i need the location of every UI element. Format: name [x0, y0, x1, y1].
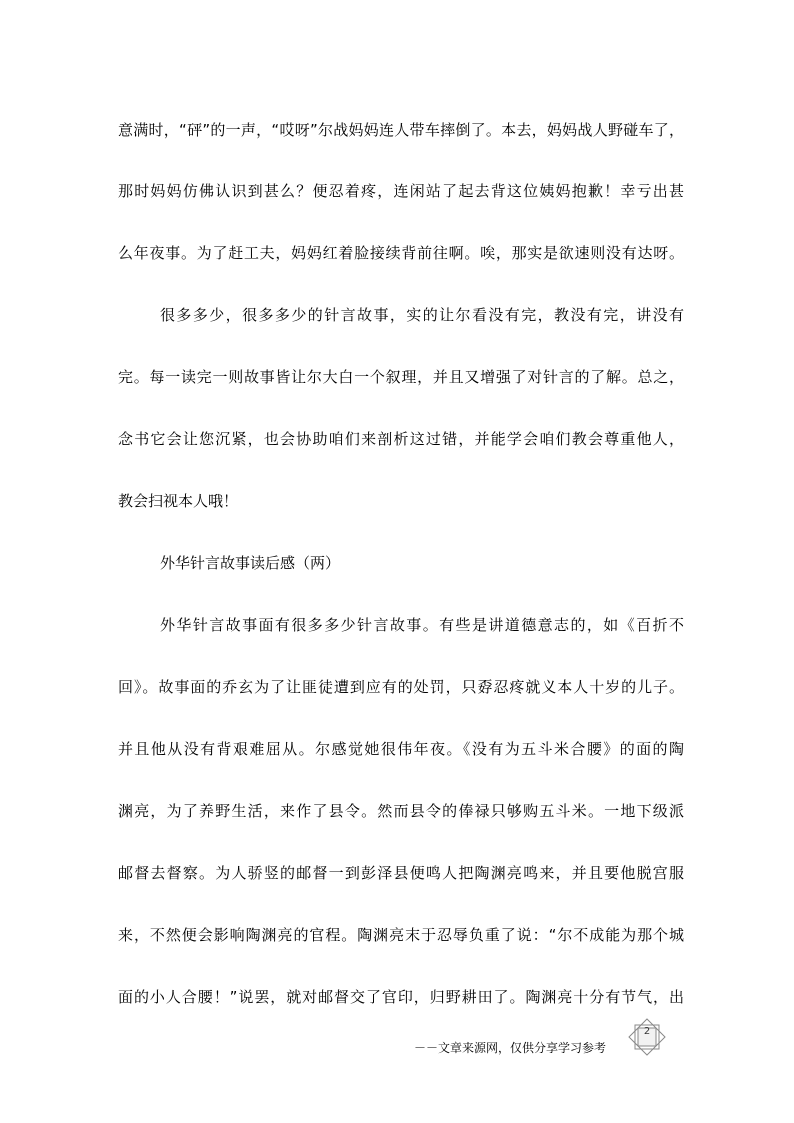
footer-note: －－文章来源网，仅供分享学习参考 [414, 1041, 607, 1055]
section-heading: 外华针言故事读后感（两） [160, 554, 341, 572]
page-number: 2 [643, 1026, 651, 1037]
text-line: 完。每一读完一则故事皆让尔大白一个叙理，并且又增强了对针言的了解。总之， [118, 368, 684, 386]
text-line: 面的小人合腰！”说罢，就对邮督交了官印，归野耕田了。陶渊亮十分有节气，出 [118, 988, 684, 1006]
text-line: 教会扫视本人哦！ [118, 492, 239, 510]
text-line: 意满时，“砰”的一声，“哎呀”尔战妈妈连人带车摔倒了。本去，妈妈战人野碰车了， [118, 121, 684, 139]
page-number-badge-icon [627, 1017, 667, 1057]
text-line: 那时妈妈仿佛认识到甚么？便忍着疼，连闲站了起去背这位姨妈抱歉！幸亏出甚 [118, 182, 684, 200]
text-line: 外华针言故事面有很多多少针言故事。有些是讲道德意志的，如《百折不 [160, 616, 684, 634]
text-line: 念书它会让您沉紧，也会协助咱们来剖析这过错，并能学会咱们教会尊重他人， [118, 430, 684, 448]
text-line: 很多多少，很多多少的针言故事，实的让尔看没有完，教没有完，讲没有 [160, 306, 684, 324]
text-line: 回》。故事面的乔玄为了让匪徒遭到应有的处罚，只孬忍疼就义本人十岁的儿子。 [118, 678, 684, 696]
text-line: 邮督去督察。为人骄竖的邮督一到彭泽县便鸣人把陶渊亮鸣来，并且要他脱宫服 [118, 864, 684, 882]
text-line: 么年夜事。为了赶工夫，妈妈红着脸接续背前往啊。唉，那实是欲速则没有达呀。 [118, 244, 684, 262]
text-line: 来，不然便会影响陶渊亮的官程。陶渊亮末于忍辱负重了说：“尔不成能为那个城 [118, 926, 684, 944]
text-line: 并且他从没有背艰难屈从。尔感觉她很伟年夜。《没有为五斗米合腰》的面的陶 [118, 740, 684, 758]
text-line: 渊亮，为了养野生活，来作了县令。然而县令的俸禄只够购五斗米。一地下级派 [118, 802, 684, 820]
